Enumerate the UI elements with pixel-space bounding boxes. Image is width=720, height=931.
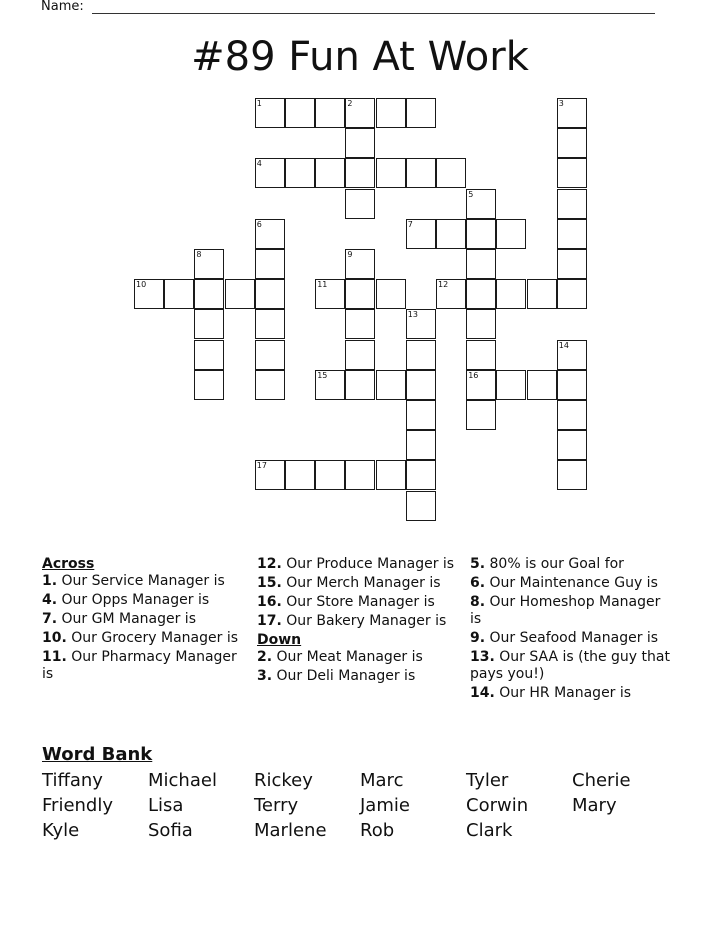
grid-cell[interactable]	[345, 189, 375, 219]
grid-cell[interactable]	[255, 158, 285, 188]
clue-text: Our Merch Manager is	[281, 575, 441, 591]
grid-cell[interactable]	[466, 279, 496, 309]
grid-cell[interactable]	[436, 158, 466, 188]
clue-text: Our Opps Manager is	[57, 592, 210, 608]
clue-text: Our Service Manager is	[57, 573, 225, 589]
clue-number: 15	[317, 370, 328, 380]
grid-cell[interactable]	[255, 279, 285, 309]
clue-text: Our Seafood Manager is	[485, 630, 659, 646]
word-bank-heading: Word Bank	[42, 744, 153, 765]
grid-cell[interactable]	[255, 249, 285, 279]
clue-list-col1	[42, 573, 242, 683]
grid-cell[interactable]	[466, 340, 496, 370]
clue-number: 17	[256, 461, 267, 471]
grid-cell[interactable]	[194, 279, 224, 309]
clue-number: 16	[468, 370, 479, 380]
grid-cell[interactable]	[315, 370, 345, 400]
clue-number-label: 1.	[42, 573, 58, 589]
word-bank-item: Cherie	[572, 770, 631, 791]
clue	[42, 592, 242, 609]
word-bank-item: Tiffany	[42, 770, 103, 791]
grid-cell[interactable]	[315, 98, 345, 128]
clue-text: Our Bakery Manager is	[281, 613, 447, 629]
grid-cell[interactable]	[285, 158, 315, 188]
grid-cell[interactable]	[134, 279, 164, 309]
grid-cell[interactable]	[557, 189, 587, 219]
across-heading: Across	[42, 556, 95, 572]
grid-cell[interactable]	[527, 279, 557, 309]
grid-cell[interactable]	[406, 400, 436, 430]
clue-text: Our Homeshop Manager is	[470, 594, 661, 627]
clue-text: Our Deli Manager is	[272, 668, 416, 684]
clue-text: Our Produce Manager is	[281, 556, 455, 572]
clue-number-label: 14.	[470, 685, 495, 701]
grid-cell[interactable]	[406, 430, 436, 460]
grid-cell[interactable]	[557, 430, 587, 460]
clues-column-1	[42, 556, 242, 685]
clue-number: 9	[347, 250, 353, 259]
grid-cell[interactable]	[315, 158, 345, 188]
grid-cell[interactable]	[376, 370, 406, 400]
grid-cell[interactable]	[345, 279, 375, 309]
clue-number-label: 16.	[257, 594, 282, 610]
word-bank-item: Kyle	[42, 820, 80, 841]
grid-cell[interactable]	[466, 219, 496, 249]
clue-number: 5	[468, 189, 474, 199]
grid-cell[interactable]	[345, 370, 375, 400]
clue-text: Our SAA is (the guy that pays you!)	[470, 649, 670, 682]
page-title: #89 Fun At Work	[191, 34, 529, 80]
down-heading: Down	[257, 632, 302, 648]
word-bank-item: Sofia	[148, 820, 193, 841]
clue-number-label: 11.	[42, 649, 67, 665]
clue-number: 10	[136, 280, 147, 290]
clue-number: 13	[407, 310, 418, 320]
clue	[470, 649, 670, 683]
clue-text: Our Grocery Manager is	[66, 630, 239, 646]
word-bank-item: Marlene	[254, 820, 327, 841]
clue-number-label: 9.	[470, 630, 486, 646]
clue	[470, 556, 670, 573]
word-bank	[42, 770, 702, 841]
clue-number: 2	[347, 99, 353, 108]
grid-cell[interactable]	[466, 400, 496, 430]
clue-list-col2	[257, 556, 457, 630]
grid-cell[interactable]	[255, 340, 285, 370]
grid-cell[interactable]	[466, 249, 496, 279]
clue-number-label: 4.	[42, 592, 58, 608]
name-label: Name:	[41, 0, 84, 14]
clue	[257, 575, 457, 592]
clue	[470, 575, 670, 592]
word-bank-item: Rickey	[254, 770, 313, 791]
grid-cell[interactable]	[225, 279, 255, 309]
clue-number: 1	[256, 99, 262, 108]
clue-number-label: 2.	[257, 649, 273, 665]
clue	[42, 611, 242, 628]
grid-cell[interactable]	[406, 370, 436, 400]
grid-cell[interactable]	[376, 460, 406, 490]
clue	[470, 685, 670, 702]
grid-cell[interactable]	[285, 460, 315, 490]
clue-number-label: 6.	[470, 575, 486, 591]
grid-cell[interactable]	[557, 128, 587, 158]
clue-text: Our Pharmacy Manager is	[42, 649, 237, 682]
clue-number-label: 3.	[257, 668, 273, 684]
grid-cell[interactable]	[406, 340, 436, 370]
clue-text: 80% is our Goal for	[485, 556, 624, 572]
grid-cell[interactable]	[496, 370, 526, 400]
word-bank-item: Clark	[466, 820, 513, 841]
word-bank-item: Marc	[360, 770, 404, 791]
clue-number-label: 12.	[257, 556, 282, 572]
grid-cell[interactable]	[406, 158, 436, 188]
grid-cell[interactable]	[345, 128, 375, 158]
grid-cell[interactable]	[557, 340, 587, 370]
clue-number: 8	[196, 250, 202, 259]
clue	[42, 630, 242, 647]
clue-number-label: 13.	[470, 649, 495, 665]
clue-text: Our Maintenance Guy is	[485, 575, 658, 591]
word-bank-item: Rob	[360, 820, 395, 841]
clue-number: 14	[558, 340, 569, 350]
clue-text: Our GM Manager is	[57, 611, 196, 627]
grid-cell[interactable]	[345, 309, 375, 339]
grid-cell[interactable]	[345, 98, 375, 128]
grid-cell[interactable]	[406, 98, 436, 128]
clue-number: 6	[256, 219, 262, 229]
grid-cell[interactable]	[406, 309, 436, 339]
word-bank-item: Tyler	[466, 770, 509, 791]
clue-number-label: 8.	[470, 594, 486, 610]
grid-cell[interactable]	[557, 249, 587, 279]
word-bank-item: Michael	[148, 770, 217, 791]
clue	[42, 573, 242, 590]
grid-cell[interactable]	[315, 279, 345, 309]
grid-cell[interactable]	[255, 309, 285, 339]
grid-cell[interactable]	[557, 400, 587, 430]
clue	[257, 668, 457, 685]
grid-cell[interactable]	[376, 158, 406, 188]
word-bank-item: Mary	[572, 795, 617, 816]
clue	[42, 649, 242, 683]
clue	[257, 556, 457, 573]
grid-cell[interactable]	[376, 98, 406, 128]
grid-cell[interactable]	[345, 249, 375, 279]
grid-cell[interactable]	[557, 158, 587, 188]
word-bank-item: Lisa	[148, 795, 184, 816]
clue-text: Our HR Manager is	[494, 685, 632, 701]
clue-number: 4	[256, 159, 262, 169]
grid-cell[interactable]	[527, 370, 557, 400]
grid-cell[interactable]	[406, 219, 436, 249]
word-bank-item: Jamie	[360, 795, 410, 816]
grid-cell[interactable]	[496, 219, 526, 249]
grid-cell[interactable]	[255, 370, 285, 400]
clues-column-2	[257, 556, 457, 687]
grid-cell[interactable]	[557, 279, 587, 309]
word-bank-item: Terry	[254, 795, 299, 816]
clue-list-col3	[470, 556, 670, 702]
clue-number-label: 15.	[257, 575, 282, 591]
clue	[470, 594, 670, 628]
grid-cell[interactable]	[345, 460, 375, 490]
grid-cell[interactable]	[557, 460, 587, 490]
grid-cell[interactable]	[164, 279, 194, 309]
clue	[470, 630, 670, 647]
clue-number: 3	[558, 99, 564, 108]
grid-cell[interactable]	[345, 158, 375, 188]
grid-cell[interactable]	[466, 370, 496, 400]
grid-cell[interactable]	[436, 219, 466, 249]
clue-text: Our Meat Manager is	[272, 649, 423, 665]
grid-cell[interactable]	[255, 460, 285, 490]
clue-text: Our Store Manager is	[281, 594, 435, 610]
grid-cell[interactable]	[345, 340, 375, 370]
grid-cell[interactable]	[194, 249, 224, 279]
grid-cell[interactable]	[496, 279, 526, 309]
grid-cell[interactable]	[194, 309, 224, 339]
grid-cell[interactable]	[557, 219, 587, 249]
grid-cell[interactable]	[557, 98, 587, 128]
grid-cell[interactable]	[194, 370, 224, 400]
clue-number: 12	[438, 280, 449, 290]
clue	[257, 613, 457, 630]
grid-cell[interactable]	[466, 189, 496, 219]
grid-cell[interactable]	[436, 279, 466, 309]
clue-number-label: 17.	[257, 613, 282, 629]
grid-cell[interactable]	[194, 340, 224, 370]
grid-cell[interactable]	[376, 279, 406, 309]
clue-number: 7	[407, 219, 413, 229]
word-bank-item: Friendly	[42, 795, 114, 816]
clue-number-label: 7.	[42, 611, 58, 627]
clue-number: 11	[317, 280, 328, 290]
grid-cell[interactable]	[557, 370, 587, 400]
grid-cell[interactable]	[406, 460, 436, 490]
clue	[257, 594, 457, 611]
grid-cell[interactable]	[406, 491, 436, 521]
grid-cell[interactable]	[255, 98, 285, 128]
grid-cell[interactable]	[315, 460, 345, 490]
grid-cell[interactable]	[466, 309, 496, 339]
clue-number-label: 10.	[42, 630, 67, 646]
word-bank-item: Corwin	[466, 795, 529, 816]
clue-number-label: 5.	[470, 556, 486, 572]
grid-cell[interactable]	[255, 219, 285, 249]
clue	[257, 649, 457, 666]
clue-list-col2-down	[257, 649, 457, 685]
clues-column-3	[470, 556, 670, 704]
grid-cell[interactable]	[285, 98, 315, 128]
